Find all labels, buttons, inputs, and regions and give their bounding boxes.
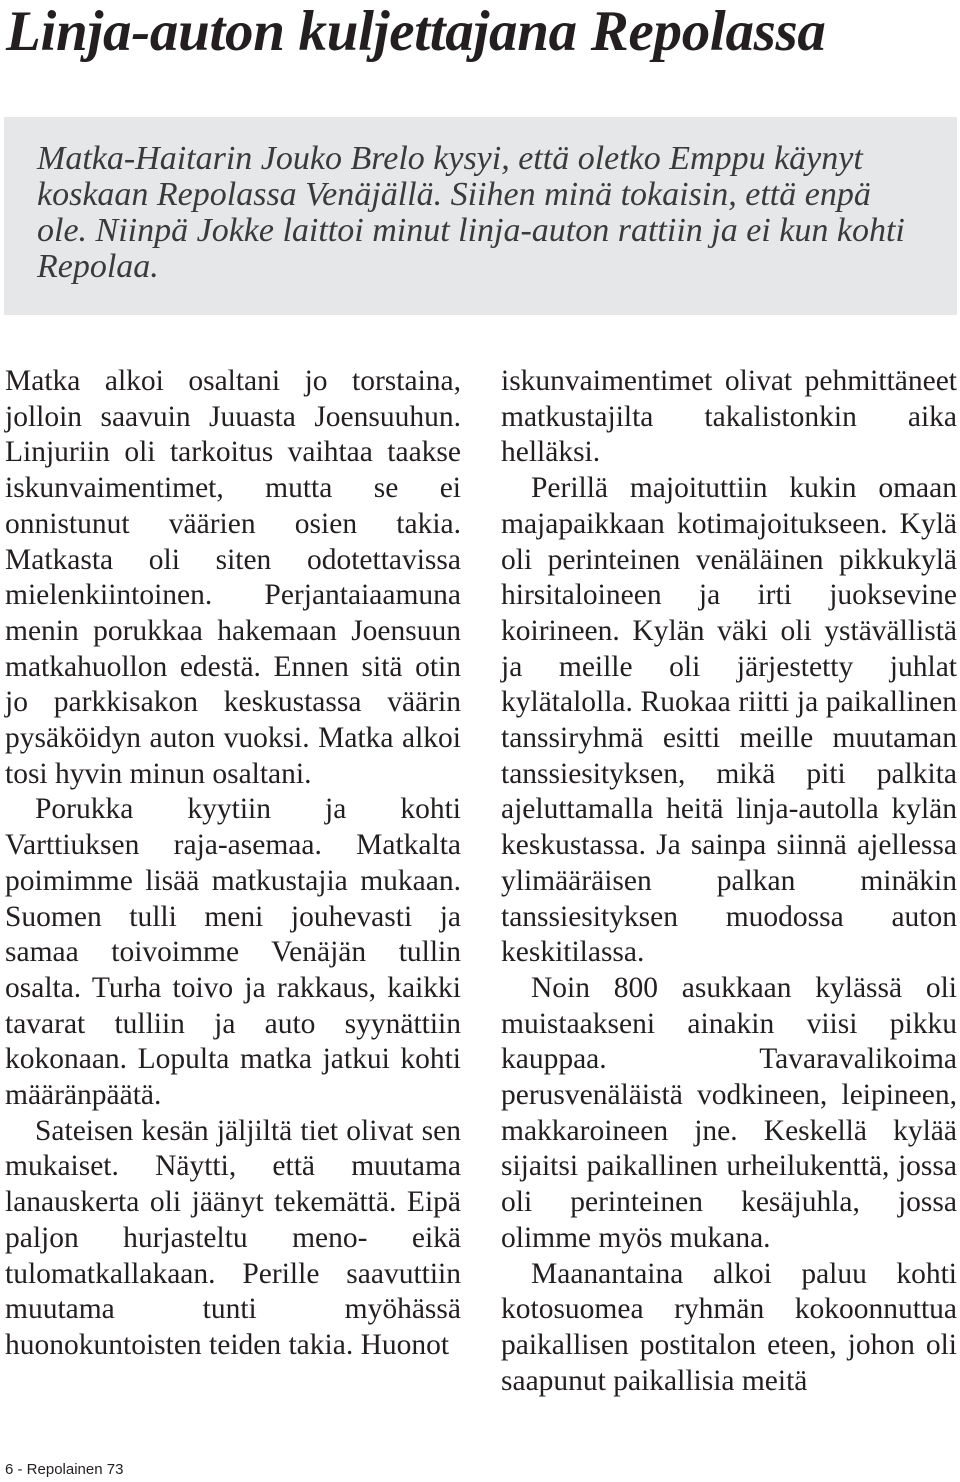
paragraph: Maanantaina alkoi paluu kohti kotosuomea ryhmän kokoonnuttua paikallisen postitalon eteen, johon oli saapunut paikallisia meitä — [501, 1257, 957, 1397]
lead-box — [4, 117, 957, 315]
page-footer: 6 - Repolainen 73 — [5, 1461, 124, 1478]
right-column — [501, 364, 957, 1399]
paragraph: Porukka kyytiin ja kohti Varttiuksen raja-asemaa. Matkalta poimimme lisää matkustajia mukaan. Suomen tulli meni jouhevasti ja samaa toivoimme Venäjän tullin osalta. Turha toivo ja rakkaus, kaikki tavarat tulliin ja auto syynättiin kokonaan. Lopulta matka jatkui kohti määränpäätä. — [5, 793, 461, 1112]
paragraph: Sateisen kesän jäljiltä tiet olivat sen mukaiset. Näytti, että muutama lanauskerta oli jäänyt tekemättä. Eipä paljon hurjasteltu meno- eikä tulomatkallakaan. Perille saavuttiin muutama tunti myöhässä huonokuntoisten teiden takia. Huonot — [5, 1114, 461, 1361]
article-lead: Matka-Haitarin Jouko Brelo kysyi, että oletko Emppu käynyt koskaan Repolassa Venäjällä. Siihen minä tokaisin, että enpä ole. Niinpä Jokke laittoi minut linja-auton rattiin ja ei kun kohti Repolaa. — [37, 140, 905, 285]
left-column — [5, 364, 461, 1364]
paragraph: Perillä majoituttiin kukin omaan majapaikkaan kotimajoitukseen. Kylä oli perinteinen venäläinen pikkukylä hirsitaloineen ja irti juoksevine koirineen. Kylän väki oli ystävällistä ja meille oli järjestetty juhlat kylätalolla. Ruokaa riitti ja paikallinen tanssiryhmä esitti meille muutaman tanssiesityksen, mikä piti palkita ajeluttamalla heitä linja-autolla kylän keskustassa. Ja sainpa siinnä ajellessa ylimääräisen palkan minäkin tanssiesityksen muodossa auton keskitilassa. — [501, 472, 957, 969]
paragraph: Noin 800 asukkaan kylässä oli muistaakseni ainakin viisi pikku kauppaa. Tavaravalikoima perusvenäläistä vodkineen, leipineen, makkaroineen jne. Keskellä kylää sijaitsi paikallinen urheilukenttä, jossa oli perinteinen kesäjuhla, jossa olimme myös mukana. — [501, 971, 957, 1254]
article-title: Linja-auton kuljettajana Repolassa — [6, 0, 826, 63]
paragraph: iskunvaimentimet olivat pehmittäneet matkustajilta takalistonkin aika helläksi. — [501, 365, 957, 469]
paragraph: Matka alkoi osaltani jo torstaina, jolloin saavuin Juuasta Joensuuhun. Linjuriin oli tarkoitus vaihtaa taakse iskunvaimentimet, mutta se ei onnistunut väärien osien takia. Matkasta oli siten odotettavissa mielenkiintoinen. Perjantaiaamuna menin porukkaa hakemaan Joensuun matkahuollon edestä. Ennen sitä otin jo parkkisakon keskustassa väärin pysäköidyn auton vuoksi. Matka alkoi tosi hyvin minun osaltani. — [5, 365, 461, 790]
